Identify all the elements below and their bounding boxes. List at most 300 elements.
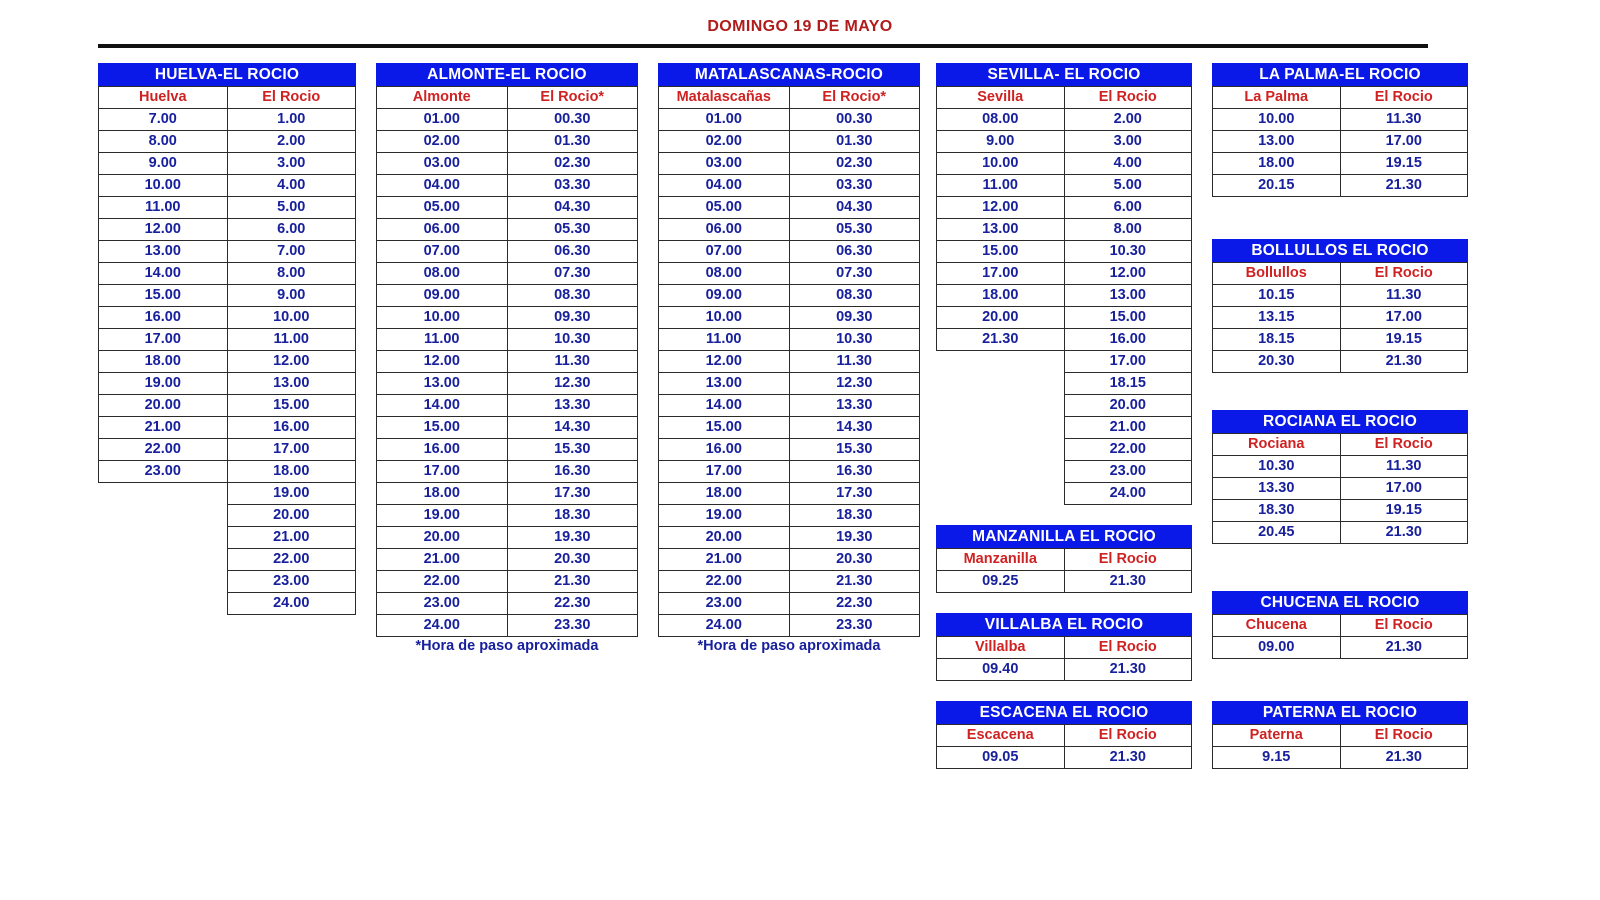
time-cell: 03.30: [507, 175, 638, 197]
timetable-header-escacena-el-rocio: ESCACENA EL ROCIO: [936, 701, 1192, 724]
time-cell: 24.00: [659, 615, 790, 637]
table-row: [937, 307, 1192, 329]
time-cell: 18.30: [789, 505, 920, 527]
time-cell: 23.00: [377, 593, 508, 615]
time-cell: 12.00: [377, 351, 508, 373]
time-cell: 13.15: [1213, 307, 1341, 329]
table-row: [659, 351, 920, 373]
table-row: [1213, 500, 1468, 522]
table-row: [99, 153, 356, 175]
time-cell: 21.30: [1340, 351, 1468, 373]
time-cell: 06.00: [659, 219, 790, 241]
time-cell: 18.30: [507, 505, 638, 527]
table-row: [937, 417, 1192, 439]
column-header-row: [937, 549, 1192, 571]
timetable-header-almonte-el-rocio: ALMONTE-EL ROCIO: [376, 63, 638, 86]
time-cell: 08.30: [507, 285, 638, 307]
time-cell: 13.30: [789, 395, 920, 417]
time-cell: 15.00: [659, 417, 790, 439]
time-cell: 21.00: [99, 417, 228, 439]
table-row: [1213, 153, 1468, 175]
table-row: [1213, 175, 1468, 197]
time-cell: 09.00: [659, 285, 790, 307]
empty-cell: [99, 549, 228, 571]
time-cell: 04.30: [507, 197, 638, 219]
table-row: [937, 659, 1192, 681]
table-row: [659, 571, 920, 593]
table-row: [659, 593, 920, 615]
time-cell: 01.00: [377, 109, 508, 131]
time-cell: 8.00: [1064, 219, 1192, 241]
time-cell: 12.00: [99, 219, 228, 241]
column-header: El Rocio: [1340, 615, 1468, 637]
timetable-header-villalba-el-rocio: VILLALBA EL ROCIO: [936, 613, 1192, 636]
empty-cell: [937, 395, 1065, 417]
time-cell: 13.30: [1213, 478, 1341, 500]
time-cell: 20.15: [1213, 175, 1341, 197]
column-header: El Rocio: [1064, 725, 1192, 747]
table-row: [1213, 307, 1468, 329]
timetable-header-la-palma-el-rocio: LA PALMA-EL ROCIO: [1212, 63, 1468, 86]
timetable-header-bollullos-el-rocio: BOLLULLOS EL ROCIO: [1212, 239, 1468, 262]
time-cell: 20.00: [937, 307, 1065, 329]
time-cell: 7.00: [227, 241, 356, 263]
time-cell: 23.30: [507, 615, 638, 637]
table-row: [659, 417, 920, 439]
timetable-header-huelva-el-rocio: HUELVA-EL ROCIO: [98, 63, 356, 86]
time-cell: 21.30: [1064, 747, 1192, 769]
table-row: [659, 197, 920, 219]
time-cell: 17.00: [1064, 351, 1192, 373]
table-row: [377, 307, 638, 329]
timetable-almonte-el-rocio: [376, 63, 638, 654]
time-cell: 14.30: [507, 417, 638, 439]
time-cell: 06.30: [507, 241, 638, 263]
table-row: [1213, 637, 1468, 659]
table-row: [377, 461, 638, 483]
time-cell: 4.00: [227, 175, 356, 197]
table-row: [377, 483, 638, 505]
empty-cell: [937, 461, 1065, 483]
table-row: [937, 197, 1192, 219]
time-cell: 4.00: [1064, 153, 1192, 175]
time-cell: 11.30: [789, 351, 920, 373]
time-cell: 22.00: [659, 571, 790, 593]
time-cell: 6.00: [227, 219, 356, 241]
timetable-grid-manzanilla-el-rocio: [936, 548, 1192, 593]
time-cell: 12.00: [659, 351, 790, 373]
timetable-grid-chucena-el-rocio: [1212, 614, 1468, 659]
column-header-row: [1213, 615, 1468, 637]
time-cell: 20.30: [789, 549, 920, 571]
column-header: La Palma: [1213, 87, 1341, 109]
table-row: [377, 197, 638, 219]
column-header: Huelva: [99, 87, 228, 109]
time-cell: 21.30: [789, 571, 920, 593]
time-cell: 10.30: [1064, 241, 1192, 263]
column-header: El Rocio: [1340, 263, 1468, 285]
table-row: [377, 109, 638, 131]
time-cell: 9.00: [937, 131, 1065, 153]
table-row: [937, 395, 1192, 417]
time-cell: 14.30: [789, 417, 920, 439]
time-cell: 09.05: [937, 747, 1065, 769]
time-cell: 20.00: [227, 505, 356, 527]
timetable-matalascanas-rocio: [658, 63, 920, 654]
time-cell: 5.00: [1064, 175, 1192, 197]
table-row: [377, 417, 638, 439]
time-cell: 11.30: [1340, 109, 1468, 131]
time-cell: 07.00: [659, 241, 790, 263]
column-header: Manzanilla: [937, 549, 1065, 571]
time-cell: 22.00: [227, 549, 356, 571]
table-row: [1213, 329, 1468, 351]
time-cell: 11.00: [659, 329, 790, 351]
table-row: [937, 571, 1192, 593]
time-cell: 13.00: [99, 241, 228, 263]
time-cell: 14.00: [377, 395, 508, 417]
time-cell: 13.00: [377, 373, 508, 395]
time-cell: 18.15: [1064, 373, 1192, 395]
table-row: [659, 461, 920, 483]
column-header-row: [659, 87, 920, 109]
column-header: Rociana: [1213, 434, 1341, 456]
time-cell: 3.00: [227, 153, 356, 175]
time-cell: 21.30: [1340, 175, 1468, 197]
table-row: [377, 373, 638, 395]
time-cell: 18.00: [377, 483, 508, 505]
table-row: [377, 131, 638, 153]
empty-cell: [937, 483, 1065, 505]
time-cell: 10.00: [377, 307, 508, 329]
table-row: [659, 615, 920, 637]
empty-cell: [99, 527, 228, 549]
column-header-row: [1213, 725, 1468, 747]
time-cell: 12.00: [937, 197, 1065, 219]
column-header: Matalascañas: [659, 87, 790, 109]
table-row: [377, 571, 638, 593]
table-row: [659, 527, 920, 549]
empty-cell: [937, 417, 1065, 439]
time-cell: 21.00: [377, 549, 508, 571]
time-cell: 16.00: [377, 439, 508, 461]
time-cell: 6.00: [1064, 197, 1192, 219]
empty-cell: [937, 439, 1065, 461]
time-cell: 18.00: [937, 285, 1065, 307]
time-cell: 07.30: [789, 263, 920, 285]
table-row: [659, 241, 920, 263]
column-header-row: [937, 637, 1192, 659]
time-cell: 7.00: [99, 109, 228, 131]
time-cell: 09.00: [377, 285, 508, 307]
time-cell: 20.30: [507, 549, 638, 571]
time-cell: 23.00: [227, 571, 356, 593]
time-cell: 5.00: [227, 197, 356, 219]
time-cell: 18.00: [99, 351, 228, 373]
table-row: [99, 329, 356, 351]
time-cell: 08.00: [377, 263, 508, 285]
time-cell: 15.00: [937, 241, 1065, 263]
time-cell: 20.45: [1213, 522, 1341, 544]
time-cell: 10.30: [507, 329, 638, 351]
table-row: [377, 153, 638, 175]
time-cell: 13.00: [659, 373, 790, 395]
time-cell: 20.00: [659, 527, 790, 549]
time-cell: 21.30: [1340, 747, 1468, 769]
time-cell: 23.00: [99, 461, 228, 483]
page-title-text: DOMINGO 19 DE MAYO: [707, 18, 893, 35]
time-cell: 19.15: [1340, 153, 1468, 175]
column-header: El Rocio: [1340, 434, 1468, 456]
table-row: [377, 329, 638, 351]
table-row: [99, 527, 356, 549]
time-cell: 02.30: [507, 153, 638, 175]
table-row: [377, 395, 638, 417]
table-row: [937, 351, 1192, 373]
timetable-grid-bollullos-el-rocio: [1212, 262, 1468, 373]
time-cell: 08.00: [937, 109, 1065, 131]
time-cell: 19.00: [659, 505, 790, 527]
time-cell: 17.00: [937, 263, 1065, 285]
time-cell: 20.00: [1064, 395, 1192, 417]
time-cell: 00.30: [789, 109, 920, 131]
time-cell: 24.00: [377, 615, 508, 637]
table-row: [99, 483, 356, 505]
column-header: Chucena: [1213, 615, 1341, 637]
time-cell: 2.00: [1064, 109, 1192, 131]
timetable-grid-huelva-el-rocio: [98, 86, 356, 615]
time-cell: 22.00: [377, 571, 508, 593]
timetable-header-paterna-el-rocio: PATERNA EL ROCIO: [1212, 701, 1468, 724]
column-header: Almonte: [377, 87, 508, 109]
time-cell: 23.30: [789, 615, 920, 637]
table-row: [377, 263, 638, 285]
time-cell: 17.30: [789, 483, 920, 505]
column-header: Bollullos: [1213, 263, 1341, 285]
time-cell: 10.00: [659, 307, 790, 329]
empty-cell: [937, 351, 1065, 373]
table-row: [1213, 351, 1468, 373]
empty-cell: [99, 593, 228, 615]
time-cell: 18.30: [1213, 500, 1341, 522]
empty-cell: [99, 571, 228, 593]
time-cell: 9.00: [99, 153, 228, 175]
title-divider: [98, 44, 1428, 48]
time-cell: 22.00: [1064, 439, 1192, 461]
column-header: Sevilla: [937, 87, 1065, 109]
table-row: [937, 747, 1192, 769]
timetable-header-rociana-el-rocio: ROCIANA EL ROCIO: [1212, 410, 1468, 433]
time-cell: 10.00: [227, 307, 356, 329]
table-row: [1213, 456, 1468, 478]
column-header: El Rocio: [1064, 637, 1192, 659]
timetable-grid-matalascanas-rocio: [658, 86, 920, 637]
time-cell: 22.30: [789, 593, 920, 615]
table-row: [99, 175, 356, 197]
table-row: [937, 483, 1192, 505]
time-cell: 13.00: [227, 373, 356, 395]
time-cell: 05.30: [789, 219, 920, 241]
footnote-matalascanas-rocio: *Hora de paso aproximada: [697, 638, 881, 654]
timetable-grid-almonte-el-rocio: [376, 86, 638, 637]
footnote-almonte-el-rocio: *Hora de paso aproximada: [415, 638, 599, 654]
timetable-manzanilla-el-rocio: [936, 525, 1192, 593]
time-cell: 24.00: [1064, 483, 1192, 505]
time-cell: 02.00: [659, 131, 790, 153]
time-cell: 23.00: [1064, 461, 1192, 483]
column-header-row: [1213, 263, 1468, 285]
time-cell: 13.30: [507, 395, 638, 417]
table-row: [659, 307, 920, 329]
time-cell: 06.00: [377, 219, 508, 241]
table-row: [659, 549, 920, 571]
time-cell: 09.00: [1213, 637, 1341, 659]
timetable-header-matalascanas-rocio: MATALASCANAS-ROCIO: [658, 63, 920, 86]
column-header: El Rocio: [1064, 549, 1192, 571]
time-cell: 10.30: [789, 329, 920, 351]
time-cell: 21.30: [937, 329, 1065, 351]
time-cell: 18.00: [659, 483, 790, 505]
timetable-bollullos-el-rocio: [1212, 239, 1468, 373]
table-row: [99, 109, 356, 131]
time-cell: 02.30: [789, 153, 920, 175]
table-row: [99, 571, 356, 593]
time-cell: 15.00: [1064, 307, 1192, 329]
column-header-row: [1213, 434, 1468, 456]
table-row: [659, 439, 920, 461]
table-row: [99, 131, 356, 153]
table-row: [377, 219, 638, 241]
timetable-grid-sevilla-el-rocio: [936, 86, 1192, 505]
timetable-huelva-el-rocio: [98, 63, 356, 615]
time-cell: 17.30: [507, 483, 638, 505]
timetable-sevilla-el-rocio: [936, 63, 1192, 505]
timetable-la-palma-el-rocio: [1212, 63, 1468, 197]
table-row: [659, 153, 920, 175]
time-cell: 04.30: [789, 197, 920, 219]
column-header: El Rocio: [227, 87, 356, 109]
table-row: [99, 395, 356, 417]
time-cell: 18.00: [227, 461, 356, 483]
time-cell: 8.00: [227, 263, 356, 285]
time-cell: 01.00: [659, 109, 790, 131]
time-cell: 21.30: [1340, 637, 1468, 659]
table-row: [659, 131, 920, 153]
table-row: [377, 549, 638, 571]
time-cell: 19.00: [377, 505, 508, 527]
table-row: [1213, 747, 1468, 769]
time-cell: 21.30: [1064, 571, 1192, 593]
time-cell: 10.00: [99, 175, 228, 197]
table-row: [377, 593, 638, 615]
time-cell: 21.00: [1064, 417, 1192, 439]
time-cell: 04.00: [659, 175, 790, 197]
column-header: El Rocio: [1340, 87, 1468, 109]
time-cell: 16.00: [227, 417, 356, 439]
time-cell: 09.40: [937, 659, 1065, 681]
column-header: El Rocio*: [507, 87, 638, 109]
time-cell: 20.00: [99, 395, 228, 417]
column-header-row: [937, 725, 1192, 747]
time-cell: 9.15: [1213, 747, 1341, 769]
time-cell: 07.00: [377, 241, 508, 263]
time-cell: 18.15: [1213, 329, 1341, 351]
time-cell: 09.30: [789, 307, 920, 329]
table-row: [937, 439, 1192, 461]
timetable-chucena-el-rocio: [1212, 591, 1468, 659]
table-row: [99, 285, 356, 307]
time-cell: 09.30: [507, 307, 638, 329]
time-cell: 17.00: [377, 461, 508, 483]
table-row: [937, 175, 1192, 197]
table-row: [937, 153, 1192, 175]
column-header: Villalba: [937, 637, 1065, 659]
time-cell: 2.00: [227, 131, 356, 153]
time-cell: 13.00: [1213, 131, 1341, 153]
table-row: [377, 439, 638, 461]
time-cell: 06.30: [789, 241, 920, 263]
table-row: [99, 549, 356, 571]
table-row: [937, 109, 1192, 131]
column-header: El Rocio*: [789, 87, 920, 109]
column-header: El Rocio: [1064, 87, 1192, 109]
table-row: [1213, 478, 1468, 500]
table-row: [937, 329, 1192, 351]
time-cell: 01.30: [507, 131, 638, 153]
time-cell: 11.00: [99, 197, 228, 219]
time-cell: 12.30: [507, 373, 638, 395]
table-row: [377, 175, 638, 197]
table-row: [937, 241, 1192, 263]
time-cell: 17.00: [1340, 307, 1468, 329]
table-row: [659, 483, 920, 505]
table-row: [377, 241, 638, 263]
column-header: Escacena: [937, 725, 1065, 747]
table-row: [99, 373, 356, 395]
table-row: [659, 175, 920, 197]
time-cell: 19.15: [1340, 500, 1468, 522]
time-cell: 19.30: [507, 527, 638, 549]
table-row: [99, 307, 356, 329]
time-cell: 21.30: [507, 571, 638, 593]
time-cell: 10.00: [937, 153, 1065, 175]
timetable-escacena-el-rocio: [936, 701, 1192, 769]
table-row: [99, 219, 356, 241]
time-cell: 16.30: [789, 461, 920, 483]
table-row: [99, 351, 356, 373]
time-cell: 10.00: [1213, 109, 1341, 131]
table-row: [377, 351, 638, 373]
time-cell: 21.30: [1340, 522, 1468, 544]
time-cell: 21.00: [227, 527, 356, 549]
column-header-row: [937, 87, 1192, 109]
time-cell: 16.00: [659, 439, 790, 461]
timetable-grid-rociana-el-rocio: [1212, 433, 1468, 544]
table-row: [377, 505, 638, 527]
time-cell: 17.00: [227, 439, 356, 461]
time-cell: 03.00: [659, 153, 790, 175]
column-header: Paterna: [1213, 725, 1341, 747]
time-cell: 15.00: [227, 395, 356, 417]
time-cell: 1.00: [227, 109, 356, 131]
time-cell: 17.00: [659, 461, 790, 483]
time-cell: 20.00: [377, 527, 508, 549]
time-cell: 22.30: [507, 593, 638, 615]
table-row: [659, 219, 920, 241]
column-header-row: [1213, 87, 1468, 109]
time-cell: 05.30: [507, 219, 638, 241]
time-cell: 15.30: [789, 439, 920, 461]
